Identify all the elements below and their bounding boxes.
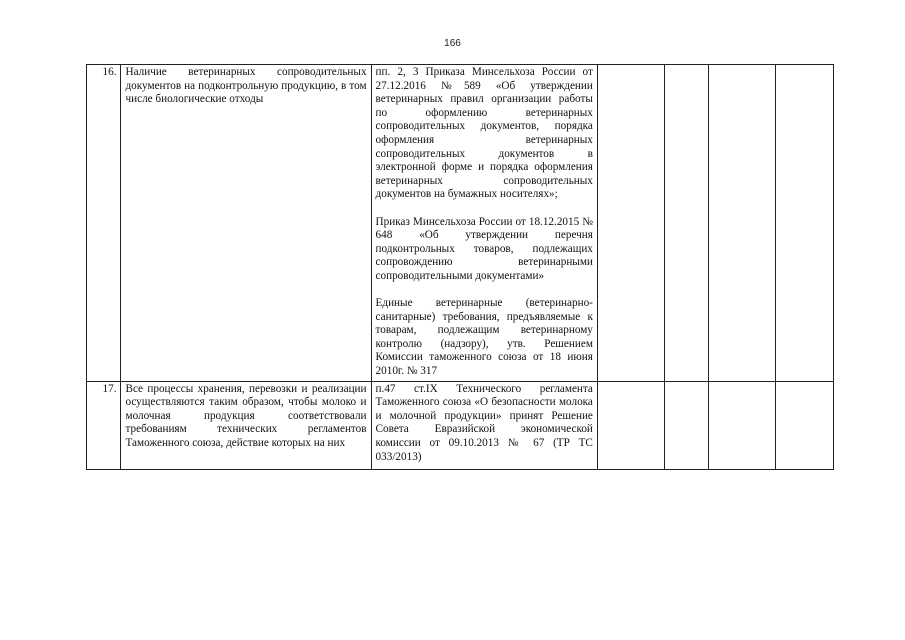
legal-reference: Приказ Минсельхоза России от 18.12.2015 № 648 «Об утверждении перечня подконтрольных товаров, подлежащих сопровождению ветеринарными сопроводительными документами» — [375, 215, 593, 282]
requirement-text: Наличие ветеринарных сопроводительных документов на подконтрольную продукцию, в том числе биологические отходы — [121, 65, 371, 382]
note-cell — [775, 65, 833, 382]
row-number: 17. — [87, 381, 121, 469]
answer-cell — [597, 381, 664, 469]
answer-cell — [597, 65, 664, 382]
answer-cell — [708, 381, 775, 469]
note-cell — [775, 381, 833, 469]
answer-cell — [664, 65, 708, 382]
row-number: 16. — [87, 65, 121, 382]
page-number: 166 — [444, 38, 461, 49]
legal-reference-cell — [371, 65, 597, 382]
answer-cell — [664, 381, 708, 469]
legal-reference-cell — [371, 381, 597, 469]
legal-reference: Единые ветеринарные (ветеринарно-санитарные) требования, предъявляемые к товарам, подлежащим ветеринарному контролю (надзору), утв. Решением Комиссии таможенного союза от 18 июня 2010г. № 317 — [375, 297, 593, 378]
answer-cell — [708, 65, 775, 382]
legal-reference: пп. 2, 3 Приказа Минсельхоза России от 27.12.2016 №589 «Об утверждении ветеринарных правил организации работы по оформлению ветеринарных сопроводительных документов, порядка оформления ветеринарных сопроводительных документов в электронной форме и порядка оформления ветеринарных сопроводительных документов на бумажных носителях»; — [375, 66, 593, 201]
checklist-table — [86, 64, 834, 470]
legal-reference: п.47 ст.IX Технического регламента Таможенного союза «О безопасности молока и молочной продукции» принят Решение Совета Евразийской экономической комиссии от 09.10.2013 № 67 (ТР ТС 033/2013) — [375, 382, 593, 463]
requirement-text: Все процессы хранения, перевозки и реализации осуществляются таким образом, чтобы молоко и молочная продукция соответствовали требованиям технических регламентов Таможенного союза, действие которых на них — [121, 381, 371, 469]
table-row — [87, 65, 834, 382]
table-row — [87, 381, 834, 469]
